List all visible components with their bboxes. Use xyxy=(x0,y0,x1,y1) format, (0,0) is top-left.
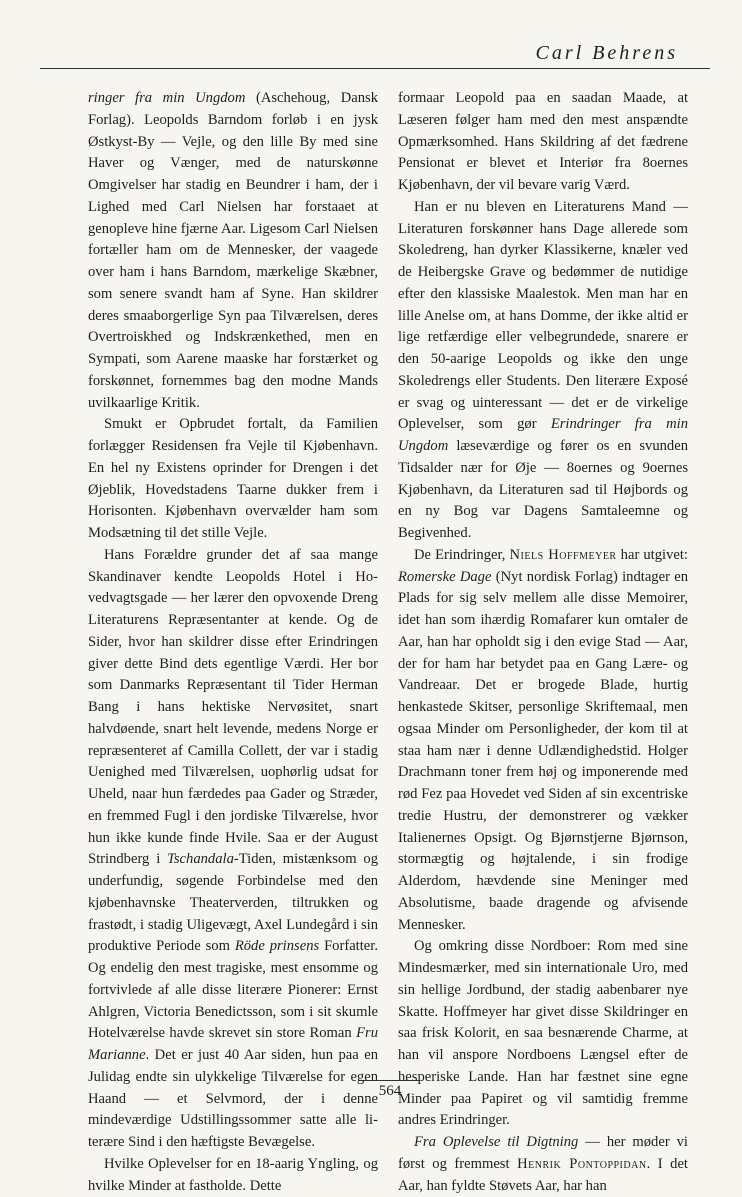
book-title: Röde prinsens xyxy=(234,938,320,955)
paragraph: Og omkring disse Nordboer: Rom med sine Mindesmærker, med sin internationale Uro, med sin hellige Jordbund, der stadig aabenbarer nye Skatte. Hoffmeyer har givet disse Skildringer en saa frisk Kolorit, en saa besnærende Charme, at han vil anspore Nordboens Længsel efter de hesperiske Lande. Han har fæstnet sine egne Minder paa Papiret og vil samtidig fremme andres Erindringer. xyxy=(398,938,688,1129)
paragraph-text: -Tiden, mistænksom og underfundig, søgende Forbindelse med den kjøbenhavnske Theaterverden, tiltrukken og frastødt, i stadig Uligevægt, Axel Lundegård i sin produktive Periode som xyxy=(88,851,378,955)
paragraph-text: De Erindringer, xyxy=(414,546,510,563)
paragraph: Hvilke Oplevelser for en 18-aarig Yngling, og hvilke Minder at fastholde. Dette xyxy=(88,1155,378,1194)
paragraph-text: . I det Aar, han fyldte Støvets Aar, har han xyxy=(398,1155,688,1194)
paragraph-text: Hans Forældre grunder det af saa mange Skandinaver kendte Leopolds Hotel i Hovedvagtsgade — her lærer den opvoxende Dreng Literaturens Repræsentanter at kende. Og de Sider, hvor han skildrer disse efter Erindringen giver dette Bind dets egentlige Værdi. Her bor som Danmarks Repræsentant til Tider Herman Bang i hans hektiske Nervøsitet, snart halvdøende, snart helt levende, medens Norge er repræsenteret af Camilla Collett, der var i stadig Uenighed med Tilværelsen, uophørlig udsat for Uheld, naar hun færdedes paa Gader og Stræder, en fremmed Fugl i den jordiske Tilværelse, hvor hun ikke kunde finde Hvile. Saa er der August Strindberg i xyxy=(88,546,378,868)
right-column xyxy=(398,88,688,1197)
paragraph xyxy=(398,545,688,937)
paragraph: formaar Leopold paa en saadan Maade, at Læseren følger ham med den mest anspændte Opmærksomhed. Hans Skildring af det fædrene Pensionat er blevet et Interiør fra 8oernes Kjøbenhavn, der vil bevare varig Værd. xyxy=(398,90,688,193)
paragraph-text: Forfatter. Og endelig den mest tragiske, mest ensomme og fortvivlede af alle disse literære Pionerer: Ernst Ahlgren, Victoria Benedictsson, som i sit skumle Hotelværelse havde skrevet sin store Roman xyxy=(88,938,378,1042)
paragraph xyxy=(88,88,378,414)
page-number: 564 xyxy=(360,1080,420,1100)
paragraph xyxy=(398,197,688,545)
page-header xyxy=(40,38,710,69)
paragraph-text: læseværdige og fører os en svunden Tidsalder nær for Øje — 8oernes og 9oernes Kjøbenhavn, da Literaturen sad til Højbords og en ny Bog var Dagens Samtaleemne og Begivenhed. xyxy=(398,438,688,541)
paragraph-text: har utgivet: xyxy=(616,546,688,563)
book-title: Tschandala xyxy=(167,851,234,868)
book-title: Fru Marianne xyxy=(88,1025,378,1063)
author-name: Henrik Pontoppidan xyxy=(517,1155,647,1172)
paragraph xyxy=(88,545,378,1154)
paragraph: Smukt er Opbrudet fortalt, da Familien forlægger Residensen fra Vejle til Kjøbenhavn. En hel ny Existens oprinder for Drengen i det Øjeblik, Hovedstadens Taarne dukker frem i Horisonten. Kjøbenhavn overvælder ham som Modsætning til det stille Vejle. xyxy=(88,416,378,541)
book-title: Fra Oplevelse til Digtning xyxy=(414,1134,579,1150)
book-title: Romerske Dage xyxy=(398,568,492,585)
paragraph-text: — her møder vi først og fremmest xyxy=(398,1134,688,1172)
paragraph xyxy=(398,1132,688,1197)
book-title: Erindringer fra min Ungdom xyxy=(398,416,688,454)
paragraph-text: (Aschehoug, Dansk Forlag). Leopolds Barndom forløb i en jysk Østkyst-By — Vejle, og den lille By med sine Haver og Vænger, med de naturskønne Omgivelser har stadig en Beundrer i ham, der i Lighed med Carl Nielsen har forstaaet at genopleve hine fjærne Aar. Ligesom Carl Nielsen fortæller ham om de Mennesker, der vaagede over ham i hans Barndom, mærkelige Skæbner, som senere svandt ham af Syne. Han skildrer deres smaaborgerlige Syn paa Tilværelsen, deres Overtroiskhed og Indskrænkethed, men en Sympati, som Aarene maaske har forstærket og forskønnet, fornemmes bag den modne Mands uvilkaarlige Kritik. xyxy=(88,90,378,411)
paragraph-text: . Det er just 40 Aar siden, hun paa en Julidag endte sin ulykkelige Tilværelse for egen Haand — et Selvmord, der i denne mindeværdige Udstillingssommer satte alle literære Sind i den hæftigste Bevægelse. xyxy=(88,1047,378,1150)
paragraph-text: Han er nu bleven en Literaturens Mand — Literaturen forskønner hans Dage allerede som Skoledreng, han dyrker Klassikerne, knæler ved de Heibergske Grave og bedømmer de nutidige efter den klassiske Maalestok. Men man har en lille Anelse om, at hans Domme, der ikke altid er lige retfærdige eller velbegrundede, snarere er den 50-aarige Leopolds og ikke den unge Skoledrengs eller Students. Den literære Exposé er svag og uinteressant — det er de virkelige Oplevelser, som gør xyxy=(398,198,688,433)
author-name: Niels Hoffmeyer xyxy=(509,546,617,563)
book-title: ringer fra min Ungdom xyxy=(88,90,246,106)
paragraph-text: (Nyt nordisk Forlag) indtager en Plads for sig selv mellem alle disse Memoirer, idet han som ihærdig Romafarer kun omtaler de Aar, han har opholdt sig i den evige Stad — Aar, der for ham har betydet paa en Gang Lære- og Vandreaar. Det er brogede Blade, hurtig henkastede Skitser, personlige Skriftemaal, men ogsaa Minder om Personligheder, der kom til at staa ham nær i denne Udlændighedstid. Holger Drachmann toner frem høj og imponerende med rød Fez paa Hovedet ved Siden af sin excentriske tredie Hustru, der demonstrerer og vækker Italienernes Opsigt. Og Bjørnstjerne Bjørnson, stormægtig og højtalende, i sin frodige Alderdom, hævdende sine Meninger med Absolutisme, baade dragende og afvisende Mennesker. xyxy=(398,568,688,933)
running-head: Carl Behrens xyxy=(535,42,678,64)
left-column xyxy=(88,88,378,1197)
